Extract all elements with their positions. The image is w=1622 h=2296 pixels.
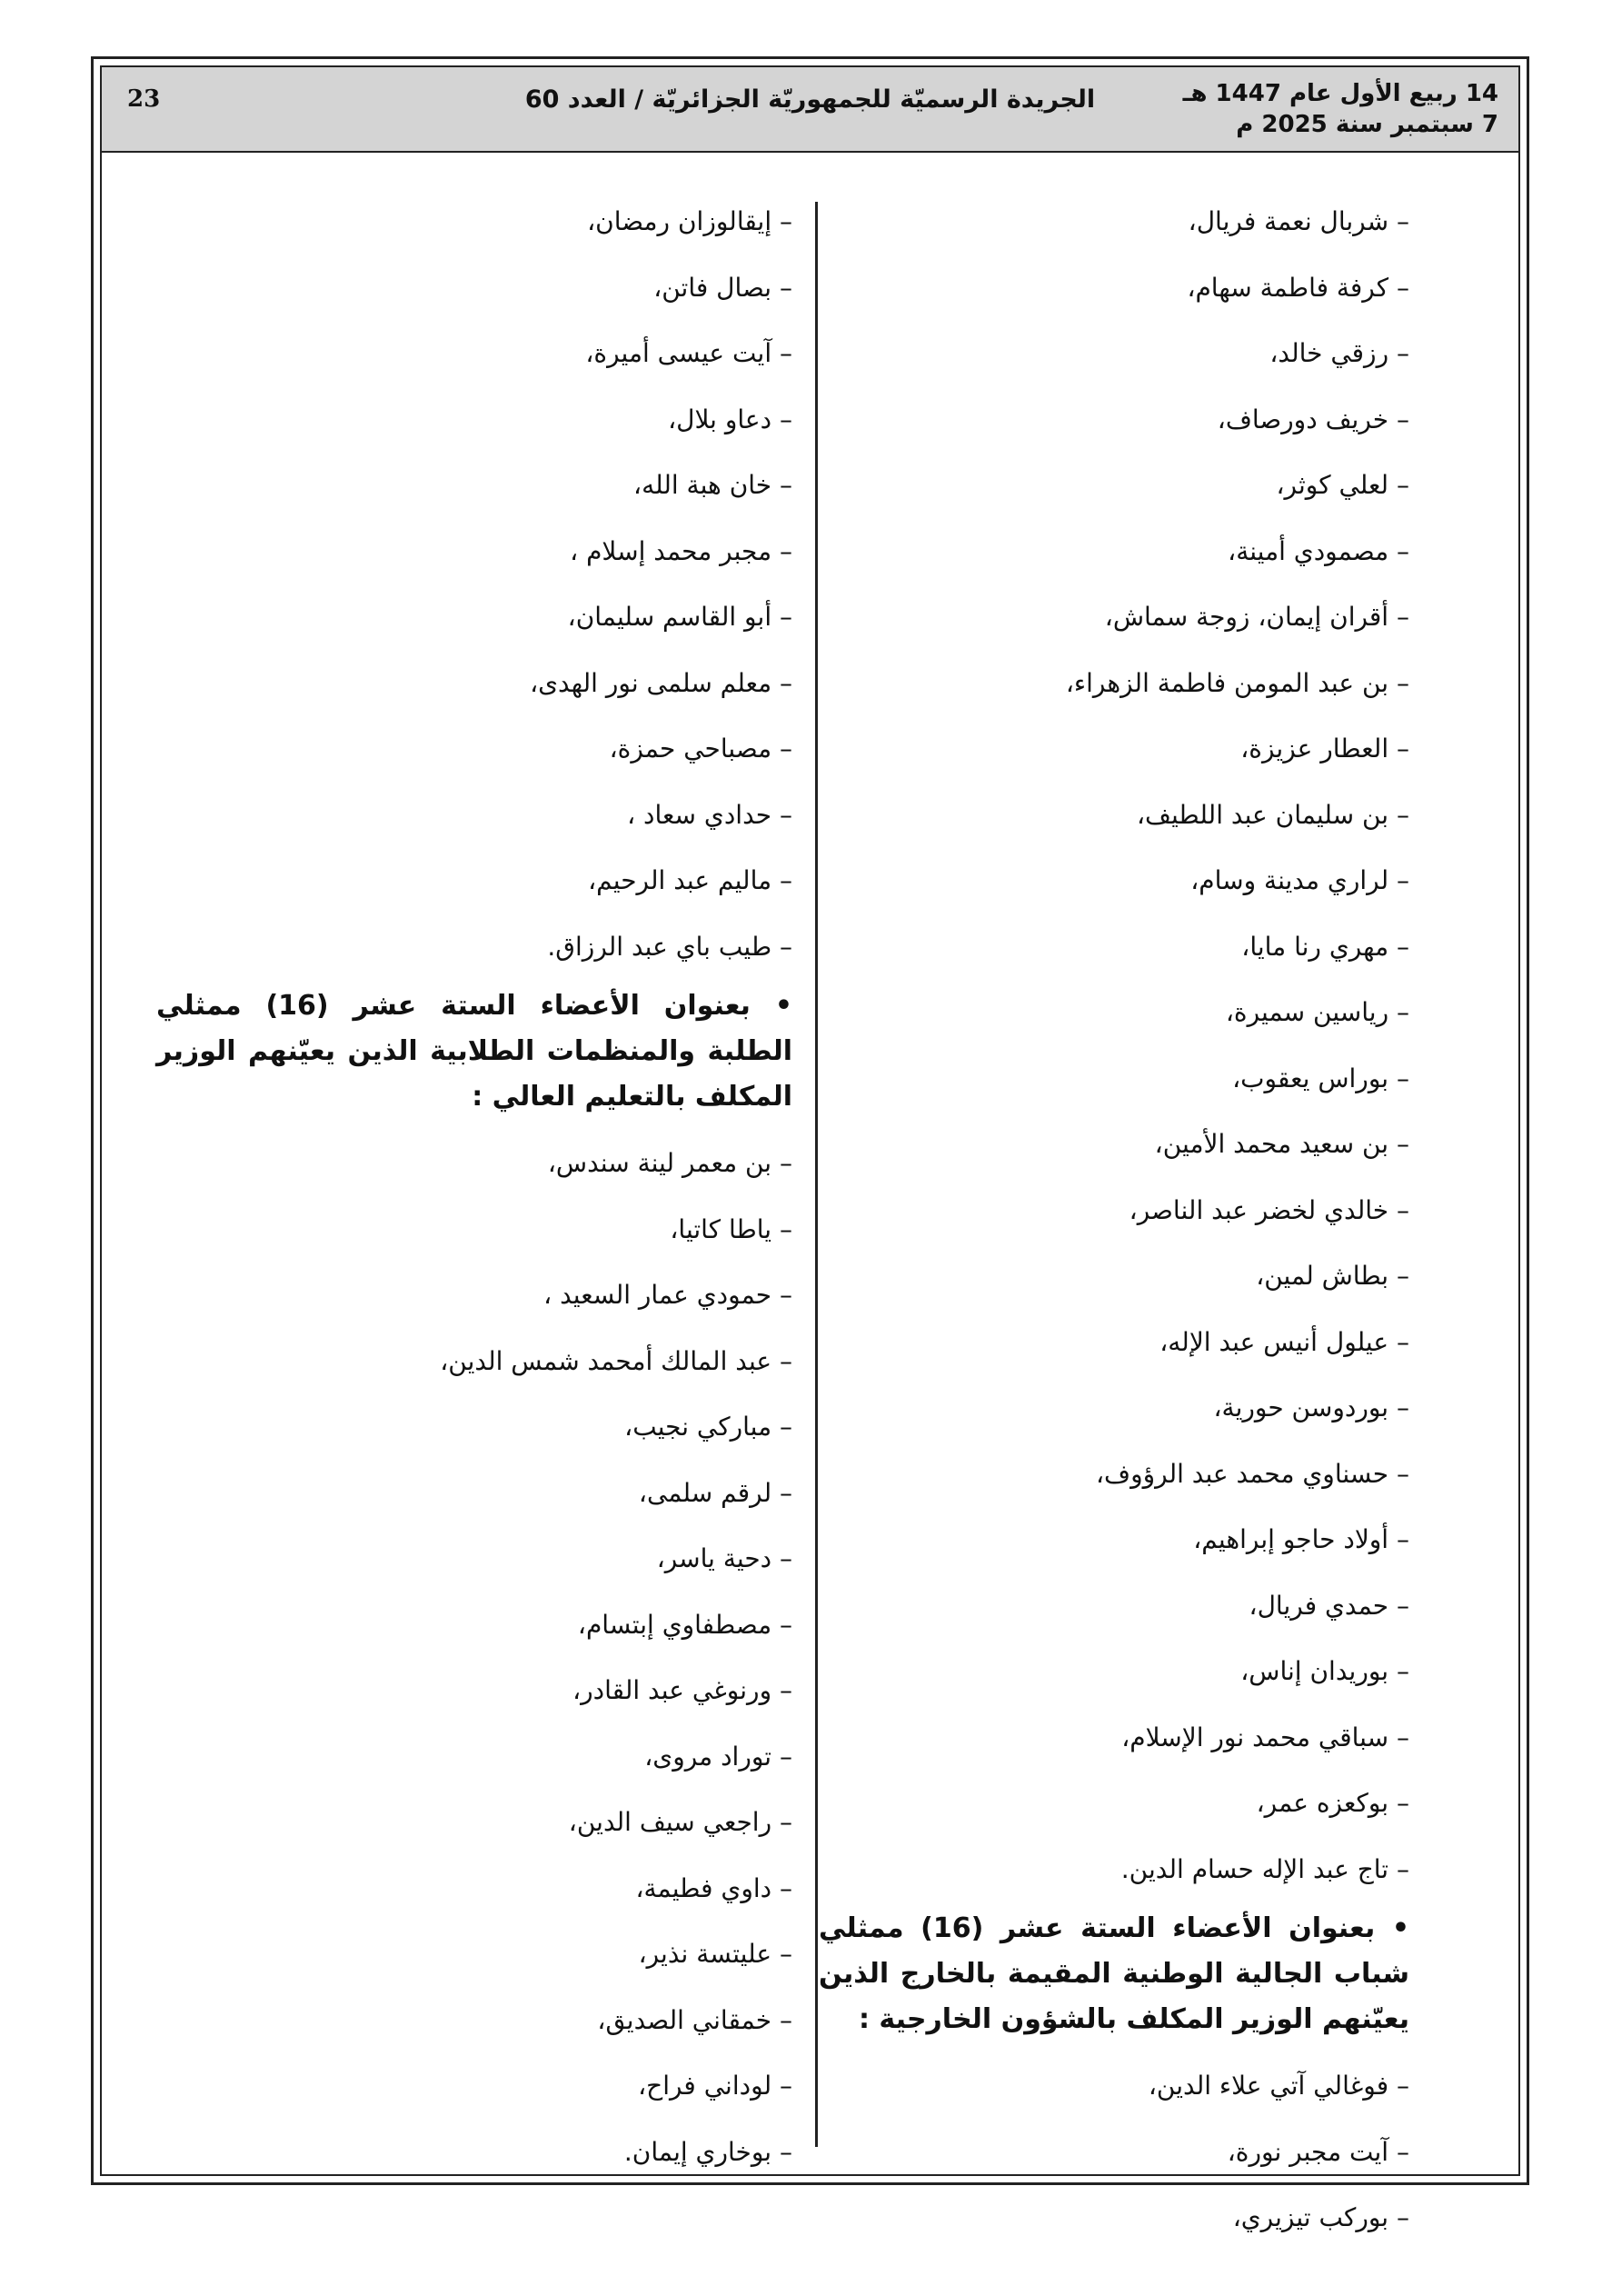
page-number: 23 bbox=[127, 85, 161, 113]
list-item: – ياطا كاتيا، bbox=[670, 1213, 792, 1244]
list-item: – مهري رنا مايا، bbox=[1241, 931, 1409, 962]
list-item: – رياسين سميرة، bbox=[1225, 997, 1409, 1027]
list-item: – لراري مدينة وسام، bbox=[1190, 865, 1409, 895]
list-item: – مجبر محمد إسلام ، bbox=[570, 535, 792, 566]
page-header bbox=[102, 67, 1518, 153]
list-item: – العطار عزيزة، bbox=[1240, 734, 1409, 764]
list-item: – عيلول أنيس عبد الإله، bbox=[1159, 1326, 1409, 1357]
list-item: – رزقي خالد، bbox=[1269, 338, 1409, 368]
left-section-heading: • بعنوان الأعضاء الستة عشر (16) ممثلي الطلبة والمنظمات الطلابية الذين يعيّنهم الوزير المكلف بالتعليم العالي : bbox=[156, 990, 793, 1113]
list-item: – آيت مجبر نورة، bbox=[1227, 2136, 1409, 2167]
list-item: – مصطفاوي إبتسام، bbox=[577, 1609, 792, 1640]
left-column bbox=[156, 189, 792, 2185]
list-item: – بوخاري إيمان. bbox=[623, 2136, 792, 2167]
right-column-names bbox=[819, 189, 1409, 1902]
list-item: – حمودي عمار السعيد ، bbox=[543, 1280, 792, 1310]
list-item: – أبو القاسم سليمان، bbox=[567, 602, 792, 632]
list-item: – داوي فطيمة، bbox=[635, 1872, 792, 1903]
list-item: – دعاو بلال، bbox=[668, 404, 792, 434]
list-item: – فوغالي آتي علاء الدين، bbox=[1148, 2071, 1409, 2101]
list-item: – آيت عيسى أميرة، bbox=[585, 338, 792, 368]
list-item: – سباقي محمد نور الإسلام، bbox=[1121, 1722, 1409, 1752]
list-item: – أولاد حاجو إبراهيم، bbox=[1193, 1524, 1409, 1554]
list-item: – ماليم عبد الرحيم، bbox=[588, 865, 792, 895]
list-item: – إيقالوزان رمضان، bbox=[587, 206, 792, 236]
list-item: – حسناوي محمد عبد الرؤوف، bbox=[1096, 1458, 1409, 1489]
hijri-date: 14 ربيع الأول عام 1447 هـ bbox=[1182, 80, 1498, 107]
list-item: – خمقاني الصديق، bbox=[597, 2004, 792, 2035]
list-item: – مصباحي حمزة، bbox=[609, 734, 792, 764]
list-item: – بن معمر لينة سندس، bbox=[547, 1148, 792, 1178]
list-item: – حدادي سعاد ، bbox=[627, 799, 792, 830]
left-column-names bbox=[156, 189, 792, 980]
list-item: – بطاش لمين، bbox=[1256, 1261, 1409, 1291]
list-item: – بوكعزه عمر، bbox=[1256, 1788, 1409, 1818]
list-item: – خالدي لخضر عبد الناصر، bbox=[1129, 1194, 1409, 1225]
list-item: – عليتسة نذير، bbox=[638, 1939, 792, 1969]
right-column bbox=[819, 189, 1409, 2251]
list-item: – بصال فاتن، bbox=[653, 272, 792, 303]
page-border-inner bbox=[100, 65, 1520, 2232]
column-divider bbox=[815, 202, 818, 2147]
list-item: – بن سليمان عبد اللطيف، bbox=[1136, 799, 1409, 830]
list-item: – توراد مروى، bbox=[644, 1741, 792, 1772]
list-item: – مصمودي أمينة، bbox=[1228, 535, 1409, 566]
list-item: – راجعي سيف الدين، bbox=[568, 1807, 792, 1837]
list-item: – بوراس يعقوب، bbox=[1232, 1063, 1409, 1093]
list-item: – بوردوسن حورية، bbox=[1213, 1393, 1409, 1423]
list-item: – مباركي نجيب، bbox=[624, 1412, 792, 1442]
list-item: – أقران إيمان، زوجة سماش، bbox=[1104, 602, 1409, 632]
list-item: – بن عبد المومن فاطمة الزهراء، bbox=[1065, 667, 1409, 698]
journal-title: الجريدة الرسميّة للجمهوريّة الجزائريّة / العدد 60 bbox=[524, 85, 1096, 114]
header-dates bbox=[1183, 78, 1498, 140]
list-item: – شربال نعمة فريال، bbox=[1188, 206, 1409, 236]
list-item: – بن سعيد محمد الأمين، bbox=[1154, 1129, 1409, 1159]
right-column-names-after bbox=[819, 2053, 1409, 2251]
left-column-names-after bbox=[156, 1131, 792, 2185]
list-item: – عبد المالك أمحمد شمس الدين، bbox=[440, 1345, 792, 1376]
right-section-heading: • بعنوان الأعضاء الستة عشر (16) ممثلي شباب الجالية الوطنية المقيمة بالخارج الذين يعيّنهم الوزير المكلف بالشؤون الخارجية : bbox=[819, 1912, 1409, 2035]
list-item: – خريف دورصاف، bbox=[1217, 404, 1409, 434]
list-item: – كرفة فاطمة سهام، bbox=[1187, 272, 1409, 303]
gregorian-date: 7 سبتمبر سنة 2025 م bbox=[1236, 111, 1498, 138]
list-item: – لعلي كوثر، bbox=[1276, 470, 1409, 500]
list-item: – ورنوغي عبد القادر، bbox=[572, 1675, 792, 1705]
list-item: – لرقم سلمى، bbox=[638, 1477, 792, 1508]
list-item: – خان هبة الله، bbox=[633, 470, 792, 500]
list-item: – طيب باي عبد الرزاق. bbox=[547, 931, 792, 962]
list-item: – معلم سلمى نور الهدى، bbox=[530, 667, 792, 698]
list-item: – بوريدان إناس، bbox=[1240, 1656, 1409, 1686]
list-item: – حمدي فريال، bbox=[1249, 1590, 1409, 1621]
list-item: – دحية ياسر، bbox=[656, 1543, 792, 1573]
list-item: – بوركب تيزيري، bbox=[1232, 2202, 1409, 2232]
list-item: – تاج عبد الإله حسام الدين. bbox=[1120, 1853, 1409, 1884]
list-item: – لوداني فراح، bbox=[638, 2071, 792, 2101]
